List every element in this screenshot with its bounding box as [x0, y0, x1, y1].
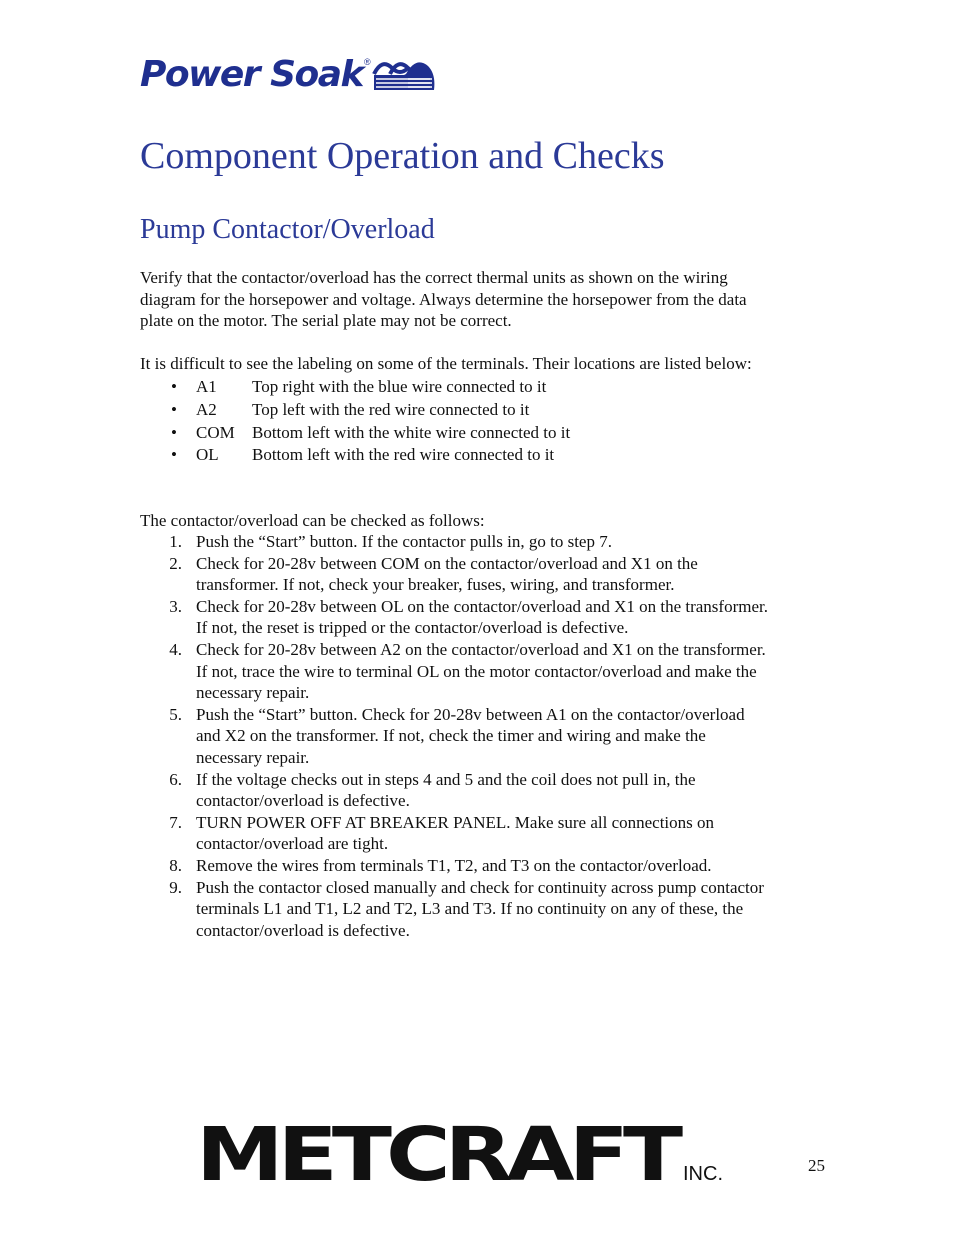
step-number: 4. [169, 639, 182, 659]
step-line: Push the “Start” button. If the contactor pulls in, go to step 7. [196, 532, 612, 551]
step-number: 2. [169, 553, 182, 573]
bullet-icon: • [171, 377, 177, 396]
step-item [140, 812, 840, 855]
terminal-name: COM [196, 422, 235, 442]
steps-intro: The contactor/overload can be checked as follows: [140, 511, 485, 530]
step-line: contactor/overload is defective. [196, 920, 410, 940]
step-line: Push the contactor closed manually and check for continuity across pump contactor [196, 877, 764, 897]
terminal-name: A2 [196, 399, 217, 419]
step-line: Check for 20-28v between A2 on the contactor/overload and X1 on the transformer. [196, 639, 766, 659]
registered-mark: ® [363, 57, 371, 67]
section-heading: Pump Contactor/Overload [140, 214, 435, 245]
check-steps-list [140, 531, 840, 941]
step-number: 1. [169, 532, 182, 551]
step-number: 7. [169, 812, 182, 832]
terminal-name: OL [196, 445, 219, 465]
list-item [140, 422, 840, 445]
step-line: Check for 20-28v between OL on the contactor/overload and X1 on the transformer. [196, 596, 768, 616]
step-line: Remove the wires from terminals T1, T2, and T3 on the contactor/overload. [196, 855, 712, 875]
step-item [140, 596, 840, 639]
intro-paragraph [140, 267, 840, 332]
page-number: 25 [808, 1156, 825, 1175]
step-line: If the voltage checks out in steps 4 and 5 and the coil does not pull in, the [196, 769, 696, 789]
metcraft-logo-text: METCRAFT [196, 1112, 678, 1198]
step-line: If not, trace the wire to terminal OL on the motor contactor/overload and make the [196, 661, 757, 681]
step-number: 6. [169, 769, 182, 789]
step-item [140, 769, 840, 812]
step-item [140, 531, 840, 553]
bullet-icon: • [171, 399, 177, 419]
step-line: and X2 on the transformer. If not, check the timer and wiring and make the [196, 726, 706, 746]
metcraft-logo [196, 1112, 678, 1198]
step-item [140, 639, 840, 704]
step-line: contactor/overload are tight. [196, 834, 389, 854]
step-number: 3. [169, 596, 182, 616]
step-line: terminals L1 and T1, L2 and T2, L3 and T3. If no continuity on any of these, the [196, 899, 744, 919]
step-item [140, 877, 840, 942]
power-soak-logo [140, 55, 438, 95]
step-item [140, 553, 840, 596]
terminal-description: Bottom left with the red wire connected to it [252, 445, 555, 465]
list-item [140, 376, 840, 399]
step-number: 9. [169, 877, 182, 897]
step-number: 5. [169, 704, 182, 724]
page-title: Component Operation and Checks [140, 135, 665, 177]
step-item [140, 704, 840, 769]
terminal-description: Bottom left with the white wire connected to it [252, 422, 571, 442]
intro-line: plate on the motor. The serial plate may not be correct. [140, 311, 512, 331]
step-line: contactor/overload is defective. [196, 791, 410, 811]
terminal-list [140, 376, 840, 467]
step-line: necessary repair. [196, 747, 310, 767]
bullet-icon: • [171, 445, 177, 465]
terminal-description: Top right with the blue wire connected to it [252, 377, 547, 396]
intro-line: Verify that the contactor/overload has the correct thermal units as shown on the wiring [140, 268, 728, 287]
terminal-description: Top left with the red wire connected to it [252, 399, 530, 419]
list-item [140, 444, 840, 467]
step-line: transformer. If not, check your breaker, fuses, wiring, and transformer. [196, 575, 675, 595]
wave-logo-icon [372, 58, 438, 92]
step-line: Check for 20-28v between COM on the contactor/overload and X1 on the [196, 553, 698, 573]
list-item [140, 399, 840, 422]
metcraft-inc-text: INC. [683, 1163, 723, 1185]
step-number: 8. [169, 855, 182, 875]
step-line: If not, the reset is tripped or the contactor/overload is defective. [196, 618, 629, 638]
terminal-name: A1 [196, 377, 217, 396]
bullet-icon: • [171, 422, 177, 442]
intro-line: diagram for the horsepower and voltage. Always determine the horsepower from the data [140, 289, 747, 309]
step-line: necessary repair. [196, 683, 310, 703]
logo-text: Power Soak [140, 54, 363, 95]
step-item [140, 855, 840, 877]
step-line: TURN POWER OFF AT BREAKER PANEL. Make sure all connections on [196, 812, 715, 832]
terminals-intro: It is difficult to see the labeling on some of the terminals. Their locations are listed below: [140, 354, 752, 373]
step-line: Push the “Start” button. Check for 20-28v between A1 on the contactor/overload [196, 704, 745, 724]
